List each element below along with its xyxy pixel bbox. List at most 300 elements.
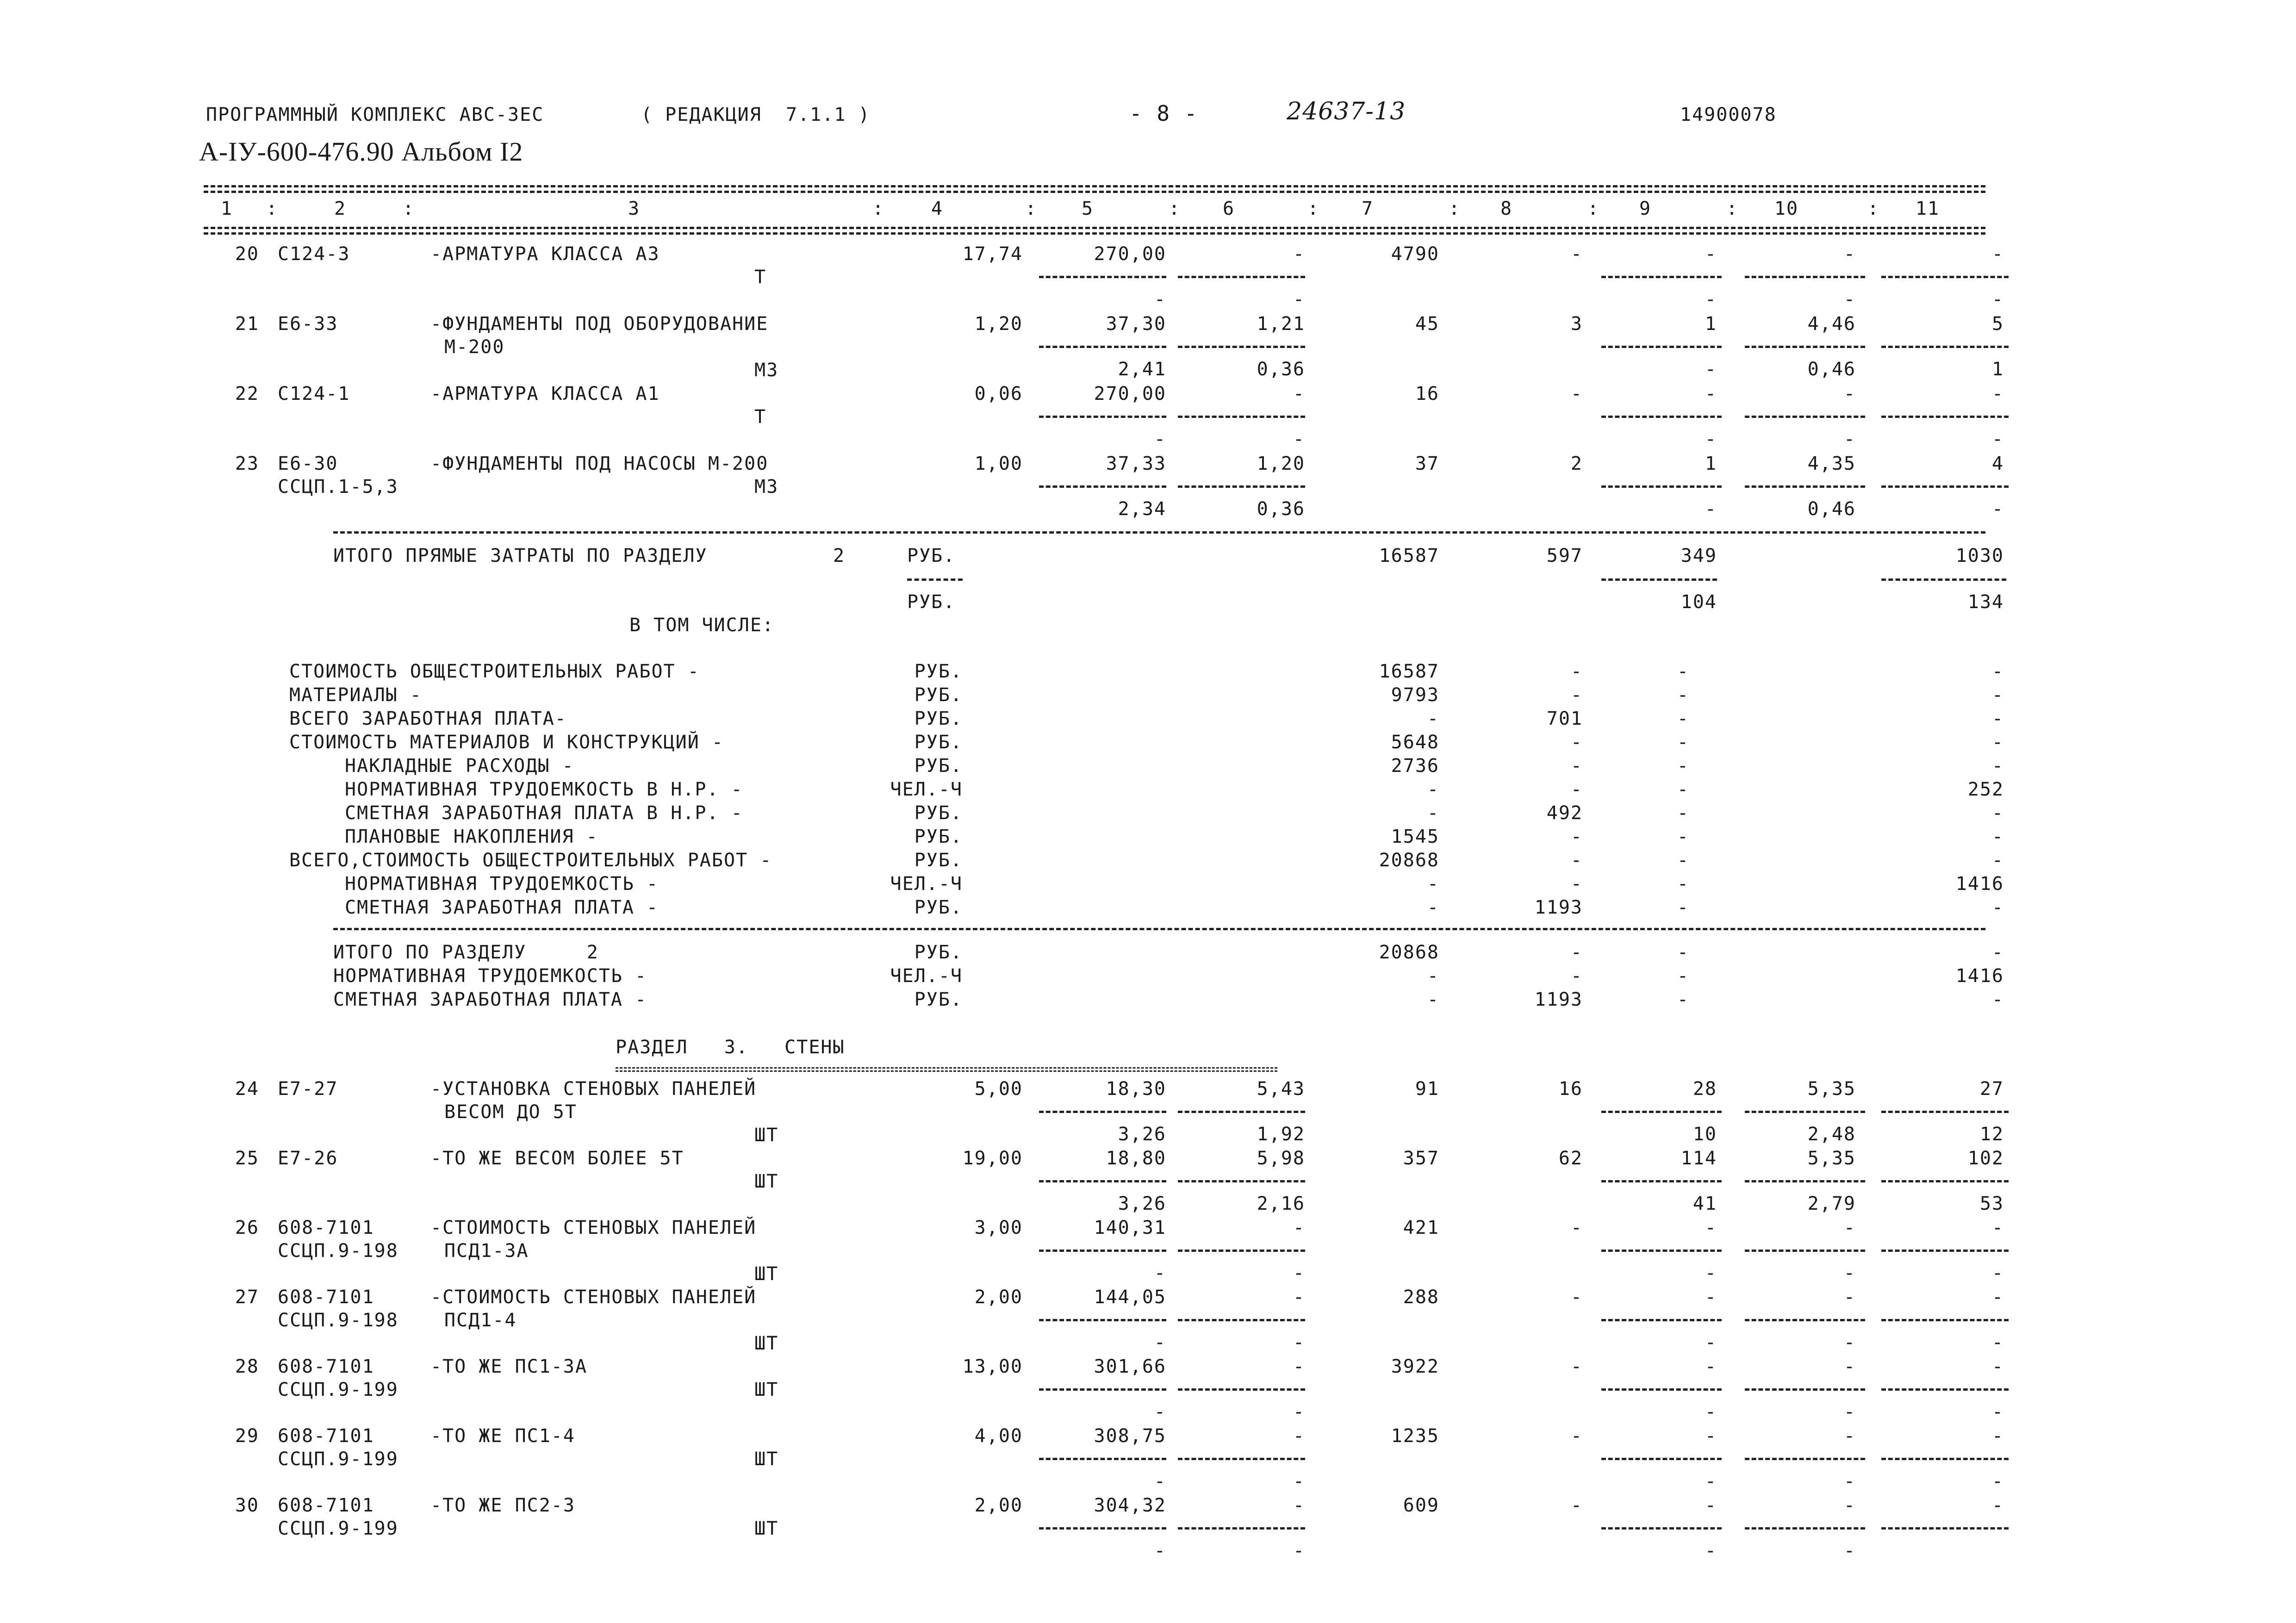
machines-salary-sub: - bbox=[1705, 1332, 1717, 1353]
machines-total: - bbox=[1705, 243, 1717, 265]
edition-label: ( РЕДАКЦИЯ 7.1.1 ) bbox=[641, 104, 871, 125]
totals-rule bbox=[333, 531, 1985, 534]
unit-price: 18,30 bbox=[1106, 1078, 1166, 1100]
salary-divider bbox=[1178, 276, 1305, 278]
breakdown-total: 2736 bbox=[1391, 755, 1439, 777]
total-cost: 357 bbox=[1403, 1148, 1439, 1169]
breakdown-unit: РУБ. bbox=[914, 755, 963, 777]
unit-salary-sub: - bbox=[1293, 289, 1305, 310]
unit-salary-sub: - bbox=[1293, 1262, 1305, 1284]
rate-code: Е6-30 bbox=[278, 453, 338, 474]
machines-total: 114 bbox=[1680, 1148, 1717, 1169]
labor-sub: 12 bbox=[1979, 1124, 2004, 1145]
work-name: -ТО ЖЕ ВЕСОМ БОЛЕЕ 5Т bbox=[430, 1148, 684, 1169]
row-number: 21 bbox=[235, 313, 259, 335]
breakdown-machines: - bbox=[1677, 708, 1689, 729]
labor-divider bbox=[1881, 1180, 2009, 1182]
machines-divider bbox=[1601, 416, 1722, 418]
breakdown-labor: - bbox=[1991, 802, 2004, 824]
labor-total: 102 bbox=[1967, 1148, 2004, 1169]
work-name: -ФУНДАМЕНТЫ ПОД НАСОСЫ М-200 bbox=[430, 453, 769, 474]
unit-price-sub: - bbox=[1154, 1401, 1166, 1423]
labor-sub: - bbox=[1991, 1332, 2004, 1353]
machines-total: - bbox=[1705, 1495, 1717, 1516]
col-header-5: 5 bbox=[1081, 198, 1094, 219]
salary-divider bbox=[1178, 1111, 1305, 1113]
direct-costs-machines-salary: 104 bbox=[1680, 591, 1717, 613]
norm-sub: - bbox=[1843, 1401, 1856, 1423]
unit-salary-sub: 2,16 bbox=[1257, 1193, 1305, 1214]
breakdown-total: - bbox=[1427, 779, 1439, 800]
breakdown-unit: ЧЕЛ.-Ч bbox=[890, 779, 963, 800]
breakdown-machines: - bbox=[1677, 897, 1689, 918]
unit: М3 bbox=[754, 476, 779, 497]
unit-salary: 1,21 bbox=[1257, 313, 1305, 335]
work-name: -ФУНДАМЕНТЫ ПОД ОБОРУДОВАНИЕ bbox=[430, 313, 769, 335]
col-separator: : bbox=[403, 198, 415, 219]
work-name: -СТОИМОСТЬ СТЕНОВЫХ ПАНЕЛЕЙ bbox=[430, 1217, 757, 1238]
machines-total: - bbox=[1705, 1217, 1717, 1238]
labor-sub: - bbox=[1991, 429, 2004, 450]
norm-divider bbox=[1745, 1180, 1865, 1182]
total-cost: 3922 bbox=[1391, 1356, 1439, 1377]
norm-divider bbox=[1745, 485, 1865, 488]
machines-divider bbox=[1601, 1458, 1722, 1460]
breakdown-label: НОРМАТИВНАЯ ТРУДОЕМКОСТЬ - bbox=[345, 873, 659, 895]
total-cost: 37 bbox=[1415, 453, 1439, 474]
section-total-cost: 20868 bbox=[1379, 942, 1439, 963]
breakdown-total: - bbox=[1427, 873, 1439, 895]
salary-total: - bbox=[1570, 1217, 1583, 1238]
breakdown-labor: - bbox=[1991, 684, 2004, 706]
norm-sub: - bbox=[1843, 289, 1856, 310]
unit-price: 37,33 bbox=[1106, 453, 1166, 474]
unit-price: 18,80 bbox=[1106, 1148, 1166, 1169]
col-header-4: 4 bbox=[931, 198, 944, 219]
salary-total: - bbox=[1570, 1287, 1583, 1308]
norm-sub: 2,48 bbox=[1807, 1124, 1856, 1145]
unit: Т bbox=[754, 267, 767, 288]
col-header-1: 1 bbox=[220, 198, 233, 219]
machines-divider bbox=[1601, 485, 1722, 488]
rate-code: Е7-26 bbox=[278, 1148, 338, 1169]
price-divider bbox=[1039, 346, 1166, 348]
price-reference: ССЦП.9-198 bbox=[278, 1240, 398, 1262]
salary-divider bbox=[1178, 1388, 1305, 1391]
unit-price: 270,00 bbox=[1094, 383, 1166, 404]
breakdown-label: ПЛАНОВЫЕ НАКОПЛЕНИЯ - bbox=[345, 826, 598, 847]
machines-salary-sub: - bbox=[1705, 429, 1717, 450]
total-cost: 45 bbox=[1415, 313, 1439, 335]
col-separator: : bbox=[1025, 198, 1038, 219]
breakdown-labor: 252 bbox=[1967, 779, 2004, 800]
breakdown-total: 5648 bbox=[1391, 732, 1439, 753]
breakdown-labor: - bbox=[1991, 850, 2004, 871]
direct-costs-total: 16587 bbox=[1379, 545, 1439, 566]
machines-salary-sub: - bbox=[1705, 359, 1717, 380]
labor-norm: - bbox=[1843, 1217, 1856, 1238]
labor-divider bbox=[1881, 1250, 2009, 1252]
col-header-9: 9 bbox=[1639, 198, 1652, 219]
labor-divider bbox=[1881, 1527, 2009, 1530]
total-cost: 288 bbox=[1403, 1287, 1439, 1308]
salary-total: - bbox=[1570, 1356, 1583, 1377]
breakdown-total: 1545 bbox=[1391, 826, 1439, 847]
section-total-machines: - bbox=[1677, 989, 1689, 1010]
breakdown-unit: РУБ. bbox=[914, 708, 963, 729]
section-total-salary: 1193 bbox=[1534, 989, 1583, 1010]
labor-sub: - bbox=[1991, 289, 2004, 310]
machines-salary-sub: - bbox=[1705, 1401, 1717, 1423]
unit-salary: - bbox=[1293, 1425, 1305, 1447]
quantity: 3,00 bbox=[974, 1217, 1023, 1238]
machines-total: - bbox=[1705, 383, 1717, 404]
labor-total: 27 bbox=[1979, 1078, 2004, 1100]
unit-price: 304,32 bbox=[1094, 1495, 1166, 1516]
col-separator: : bbox=[266, 198, 279, 219]
price-divider bbox=[1039, 1111, 1166, 1113]
unit: ШТ bbox=[754, 1333, 779, 1354]
labor-norm: - bbox=[1843, 383, 1856, 404]
breakdown-machines: - bbox=[1677, 826, 1689, 847]
breakdown-salary: - bbox=[1570, 873, 1583, 895]
col-header-11: 11 bbox=[1915, 198, 1940, 219]
price-divider bbox=[1039, 1458, 1166, 1460]
norm-sub: - bbox=[1843, 1262, 1856, 1284]
unit-salary-sub: - bbox=[1293, 429, 1305, 450]
salary-divider bbox=[1178, 1250, 1305, 1252]
breakdown-unit: РУБ. bbox=[914, 684, 963, 706]
section-total-labor: - bbox=[1991, 989, 2004, 1010]
col-header-3: 3 bbox=[628, 198, 641, 219]
salary-divider bbox=[1178, 1458, 1305, 1460]
machines-total: - bbox=[1705, 1425, 1717, 1447]
c11-rule bbox=[1881, 578, 2006, 581]
price-reference: ССЦП.1-5,3 bbox=[278, 476, 398, 497]
breakdown-machines: - bbox=[1677, 684, 1689, 706]
breakdown-total: 16587 bbox=[1379, 661, 1439, 682]
breakdown-total: - bbox=[1427, 708, 1439, 729]
unit-salary-sub: 1,92 bbox=[1257, 1124, 1305, 1145]
machines-salary-sub: - bbox=[1705, 1540, 1717, 1561]
machines-divider bbox=[1601, 1180, 1722, 1182]
labor-divider bbox=[1881, 1111, 2009, 1113]
rate-code: 608-7101 bbox=[278, 1217, 374, 1238]
breakdown-salary: - bbox=[1570, 661, 1583, 682]
machines-divider bbox=[1601, 1111, 1722, 1113]
quantity: 19,00 bbox=[962, 1148, 1023, 1169]
salary-total: 3 bbox=[1570, 313, 1583, 335]
rate-code: Е7-27 bbox=[278, 1078, 338, 1100]
price-divider bbox=[1039, 1319, 1166, 1321]
work-name-continued: ПСД1-4 bbox=[444, 1310, 517, 1331]
price-divider bbox=[1039, 276, 1166, 278]
work-name: -ТО ЖЕ ПС2-3 bbox=[430, 1495, 575, 1516]
machines-divider bbox=[1601, 1388, 1722, 1391]
unit-rule bbox=[907, 578, 963, 581]
machines-divider bbox=[1601, 276, 1722, 278]
labor-norm: 4,35 bbox=[1807, 453, 1856, 474]
unit: ШТ bbox=[754, 1125, 779, 1146]
section-total-labor: - bbox=[1991, 942, 2004, 963]
rate-code: 608-7101 bbox=[278, 1287, 374, 1308]
unit-price-sub: 2,34 bbox=[1118, 498, 1166, 520]
col-header-6: 6 bbox=[1222, 198, 1235, 219]
labor-divider bbox=[1881, 1388, 2009, 1391]
breakdown-unit: РУБ. bbox=[914, 732, 963, 753]
norm-sub: 2,79 bbox=[1807, 1193, 1856, 1214]
total-cost: 609 bbox=[1403, 1495, 1439, 1516]
salary-divider bbox=[1178, 1180, 1305, 1182]
rate-code: 608-7101 bbox=[278, 1356, 374, 1377]
section-total-label: СМЕТНАЯ ЗАРАБОТНАЯ ПЛАТА - bbox=[333, 989, 647, 1010]
machines-salary-sub: - bbox=[1705, 289, 1717, 310]
unit-salary-sub: - bbox=[1293, 1401, 1305, 1423]
breakdown-machines: - bbox=[1677, 661, 1689, 682]
unit-price-sub: - bbox=[1154, 1262, 1166, 1284]
machines-divider bbox=[1601, 1319, 1722, 1321]
breakdown-labor: 1416 bbox=[1955, 873, 2004, 895]
work-name: -УСТАНОВКА СТЕНОВЫХ ПАНЕЛЕЙ bbox=[430, 1078, 757, 1100]
direct-costs-salary: 597 bbox=[1546, 545, 1583, 566]
section-total-unit: РУБ. bbox=[914, 989, 963, 1010]
salary-divider bbox=[1178, 485, 1305, 488]
breakdown-unit: РУБ. bbox=[914, 850, 963, 871]
labor-divider bbox=[1881, 346, 2009, 348]
unit-salary: - bbox=[1293, 1217, 1305, 1238]
section-total-label: НОРМАТИВНАЯ ТРУДОЕМКОСТЬ - bbox=[333, 965, 647, 987]
labor-norm: - bbox=[1843, 1356, 1856, 1377]
breakdown-unit: РУБ. bbox=[914, 897, 963, 918]
c9-rule bbox=[1601, 578, 1717, 581]
total-cost: 421 bbox=[1403, 1217, 1439, 1238]
machines-salary-sub: - bbox=[1705, 498, 1717, 520]
unit-salary: - bbox=[1293, 383, 1305, 404]
labor-divider bbox=[1881, 485, 2009, 488]
price-reference: ССЦП.9-199 bbox=[278, 1449, 398, 1470]
norm-divider bbox=[1745, 276, 1865, 278]
including-label: В ТОМ ЧИСЛЕ: bbox=[629, 615, 774, 636]
norm-sub: - bbox=[1843, 1471, 1856, 1492]
salary-total: 2 bbox=[1570, 453, 1583, 474]
row-number: 22 bbox=[235, 383, 259, 404]
salary-total: - bbox=[1570, 1425, 1583, 1447]
breakdown-label: МАТЕРИАЛЫ - bbox=[289, 684, 422, 706]
labor-total: 4 bbox=[1991, 453, 2004, 474]
breakdown-machines: - bbox=[1677, 732, 1689, 753]
breakdown-salary: - bbox=[1570, 732, 1583, 753]
norm-divider bbox=[1745, 1319, 1865, 1321]
price-divider bbox=[1039, 1527, 1166, 1530]
salary-divider bbox=[1178, 1527, 1305, 1530]
breakdown-unit: РУБ. bbox=[914, 661, 963, 682]
labor-total: - bbox=[1991, 1287, 2004, 1308]
unit-salary-sub: - bbox=[1293, 1471, 1305, 1492]
work-name: -АРМАТУРА КЛАССА А3 bbox=[430, 243, 660, 265]
unit-salary: - bbox=[1293, 1356, 1305, 1377]
work-name: -АРМАТУРА КЛАССА А1 bbox=[430, 383, 660, 404]
price-divider bbox=[1039, 1388, 1166, 1391]
unit-salary-sub: - bbox=[1293, 1540, 1305, 1561]
row-number: 20 bbox=[235, 243, 259, 265]
labor-sub: - bbox=[1991, 1471, 2004, 1492]
breakdown-labor: - bbox=[1991, 661, 2004, 682]
breakdown-total: 20868 bbox=[1379, 850, 1439, 871]
price-divider bbox=[1039, 416, 1166, 418]
quantity: 1,20 bbox=[974, 313, 1023, 335]
unit-price-sub: - bbox=[1154, 1332, 1166, 1353]
section-total-rule bbox=[333, 928, 1985, 930]
machines-salary-sub: - bbox=[1705, 1471, 1717, 1492]
row-number: 27 bbox=[235, 1287, 259, 1308]
salary-total: - bbox=[1570, 383, 1583, 404]
total-cost: 91 bbox=[1415, 1078, 1439, 1100]
price-reference: ССЦП.9-198 bbox=[278, 1310, 398, 1331]
row-number: 26 bbox=[235, 1217, 259, 1238]
section-total-salary: - bbox=[1570, 965, 1583, 987]
labor-norm: 5,35 bbox=[1807, 1078, 1856, 1100]
unit-price-sub: 3,26 bbox=[1118, 1124, 1166, 1145]
col-separator: : bbox=[1307, 198, 1320, 219]
labor-divider bbox=[1881, 1319, 2009, 1321]
col-header-2: 2 bbox=[334, 198, 347, 219]
breakdown-labor: - bbox=[1991, 826, 2004, 847]
album-title: А-IУ-600-476.90 Альбом I2 bbox=[199, 137, 523, 167]
work-name: -ТО ЖЕ ПС1-3А bbox=[430, 1356, 588, 1377]
norm-sub: 0,46 bbox=[1807, 359, 1856, 380]
unit-price: 270,00 bbox=[1094, 243, 1166, 265]
program-title: ПРОГРАММНЫЙ КОМПЛЕКС АВС-ЗЕС bbox=[206, 104, 544, 125]
rate-code: 608-7101 bbox=[278, 1425, 374, 1447]
col-separator: : bbox=[872, 198, 885, 219]
section-total-label: ИТОГО ПО РАЗДЕЛУ 2 bbox=[333, 942, 599, 963]
machines-total: 1 bbox=[1705, 453, 1717, 474]
price-reference: ССЦП.9-199 bbox=[278, 1518, 398, 1539]
quantity: 0,06 bbox=[974, 383, 1023, 404]
section-total-cost: - bbox=[1427, 965, 1439, 987]
labor-total: - bbox=[1991, 1425, 2004, 1447]
labor-norm: 4,46 bbox=[1807, 313, 1856, 335]
quantity: 17,74 bbox=[962, 243, 1023, 265]
unit-salary-sub: 0,36 bbox=[1257, 359, 1305, 380]
labor-norm: - bbox=[1843, 243, 1856, 265]
section-total-labor: 1416 bbox=[1955, 965, 2004, 987]
direct-costs-machines: 349 bbox=[1680, 545, 1717, 566]
salary-total: 16 bbox=[1558, 1078, 1583, 1100]
norm-divider bbox=[1745, 1250, 1865, 1252]
norm-sub: - bbox=[1843, 429, 1856, 450]
breakdown-total: - bbox=[1427, 802, 1439, 824]
salary-divider bbox=[1178, 346, 1305, 348]
breakdown-machines: - bbox=[1677, 873, 1689, 895]
col-separator: : bbox=[1587, 198, 1600, 219]
labor-total: 5 bbox=[1991, 313, 2004, 335]
section-total-unit: ЧЕЛ.-Ч bbox=[890, 965, 963, 987]
unit-salary: - bbox=[1293, 243, 1305, 265]
machines-total: - bbox=[1705, 1287, 1717, 1308]
norm-divider bbox=[1745, 1458, 1865, 1460]
row-number: 28 bbox=[235, 1356, 259, 1377]
quantity: 2,00 bbox=[974, 1287, 1023, 1308]
rate-code: С124-1 bbox=[278, 383, 350, 404]
machines-salary-sub: - bbox=[1705, 1262, 1717, 1284]
direct-costs-labor: 1030 bbox=[1955, 545, 2004, 566]
breakdown-labor: - bbox=[1991, 897, 2004, 918]
breakdown-label: ВСЕГО,СТОИМОСТЬ ОБЩЕСТРОИТЕЛЬНЫХ РАБОТ - bbox=[289, 850, 772, 871]
col-separator: : bbox=[1449, 198, 1461, 219]
unit-price: 301,66 bbox=[1094, 1356, 1166, 1377]
col-separator: : bbox=[1169, 198, 1181, 219]
section3-title: РАЗДЕЛ 3. СТЕНЫ bbox=[616, 1037, 845, 1058]
row-number: 23 bbox=[235, 453, 259, 474]
breakdown-unit: РУБ. bbox=[914, 802, 963, 824]
unit-salary: - bbox=[1293, 1495, 1305, 1516]
breakdown-labor: - bbox=[1991, 732, 2004, 753]
section-total-cost: - bbox=[1427, 989, 1439, 1010]
direct-costs-section-no: 2 bbox=[833, 545, 846, 566]
breakdown-salary: - bbox=[1570, 779, 1583, 800]
breakdown-salary: - bbox=[1570, 826, 1583, 847]
direct-costs-labor-machines: 134 bbox=[1967, 591, 2004, 613]
unit-salary: 5,98 bbox=[1257, 1148, 1305, 1169]
machines-divider bbox=[1601, 1527, 1722, 1530]
unit: М3 bbox=[754, 360, 779, 381]
work-name-continued: М-200 bbox=[444, 336, 505, 358]
section-total-machines: - bbox=[1677, 965, 1689, 987]
unit-salary: - bbox=[1293, 1287, 1305, 1308]
labor-divider bbox=[1881, 276, 2009, 278]
row-number: 30 bbox=[235, 1495, 259, 1516]
unit-price-sub: - bbox=[1154, 1471, 1166, 1492]
unit-price-sub: - bbox=[1154, 429, 1166, 450]
row-number: 25 bbox=[235, 1148, 259, 1169]
col-header-8: 8 bbox=[1500, 198, 1513, 219]
breakdown-unit: ЧЕЛ.-Ч bbox=[890, 873, 963, 895]
quantity: 5,00 bbox=[974, 1078, 1023, 1100]
col-separator: : bbox=[1867, 198, 1880, 219]
salary-total: - bbox=[1570, 1495, 1583, 1516]
breakdown-total: - bbox=[1427, 897, 1439, 918]
labor-sub: - bbox=[1991, 1401, 2004, 1423]
breakdown-label: НОРМАТИВНАЯ ТРУДОЕМКОСТЬ В Н.Р. - bbox=[345, 779, 743, 800]
direct-costs-label: ИТОГО ПРЯМЫЕ ЗАТРАТЫ ПО РАЗДЕЛУ bbox=[333, 545, 708, 566]
norm-sub: - bbox=[1843, 1540, 1856, 1561]
unit-salary: 5,43 bbox=[1257, 1078, 1305, 1100]
labor-divider bbox=[1881, 1458, 2009, 1460]
norm-divider bbox=[1745, 1388, 1865, 1391]
total-cost: 1235 bbox=[1391, 1425, 1439, 1447]
direct-costs-unit-2: РУБ. bbox=[907, 591, 956, 613]
row-number: 24 bbox=[235, 1078, 259, 1100]
breakdown-total: 9793 bbox=[1391, 684, 1439, 706]
handwritten-reference: 24637-13 bbox=[1287, 98, 1406, 125]
work-name: -ТО ЖЕ ПС1-4 bbox=[430, 1425, 575, 1447]
labor-sub: - bbox=[1991, 1262, 2004, 1284]
breakdown-label: СТОИМОСТЬ ОБЩЕСТРОИТЕЛЬНЫХ РАБОТ - bbox=[289, 661, 700, 682]
unit-salary-sub: 0,36 bbox=[1257, 498, 1305, 520]
breakdown-salary: 1193 bbox=[1534, 897, 1583, 918]
labor-total: - bbox=[1991, 383, 2004, 404]
col-header-10: 10 bbox=[1774, 198, 1799, 219]
breakdown-label: ВСЕГО ЗАРАБОТНАЯ ПЛАТА- bbox=[289, 708, 567, 729]
breakdown-machines: - bbox=[1677, 850, 1689, 871]
unit-price-sub: 2,41 bbox=[1118, 359, 1166, 380]
breakdown-machines: - bbox=[1677, 802, 1689, 824]
work-name: -СТОИМОСТЬ СТЕНОВЫХ ПАНЕЛЕЙ bbox=[430, 1287, 757, 1308]
labor-norm: - bbox=[1843, 1495, 1856, 1516]
header-bottom-rule-2 bbox=[204, 232, 1985, 235]
norm-divider bbox=[1745, 1527, 1865, 1530]
